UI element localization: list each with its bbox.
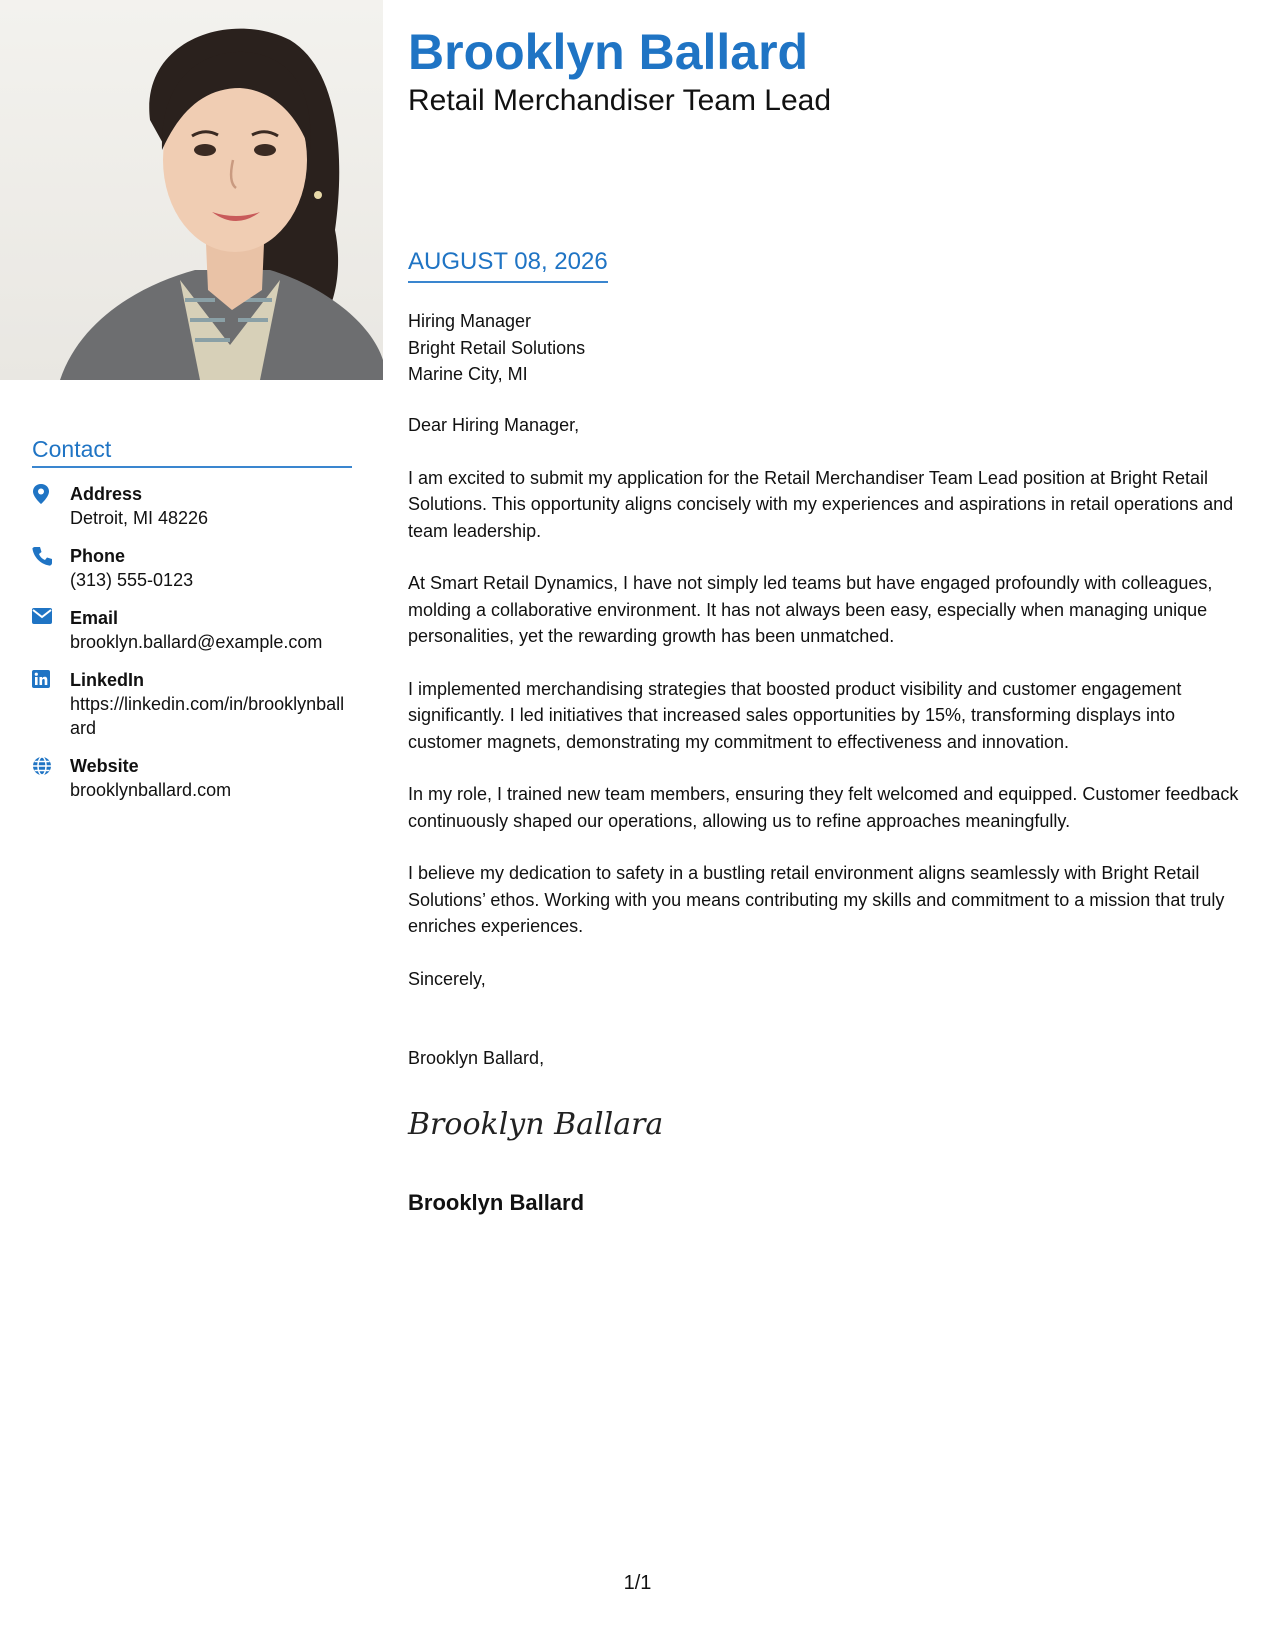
applicant-title: Retail Merchandiser Team Lead [408,84,832,117]
printed-name: Brooklyn Ballard [408,1190,585,1215]
closing: Sincerely, [408,968,486,989]
phone-icon [32,544,70,592]
page-number: 1/1 [623,1572,652,1594]
contact-label: Phone [70,546,126,566]
contact-section [32,436,352,816]
contact-label: Email [70,608,119,628]
contact-label: Address [70,484,143,504]
contact-value[interactable]: brooklynballard.com [70,780,232,800]
paragraph: I am excited to submit my application for the Retail Merchandiser Team Lead position at Bright Retail Solutions. This opportunity aligns concisely with my experiences and aspirations in retail operations and team leadership. [408,467,1234,541]
contact-website [32,754,352,802]
contact-label: LinkedIn [70,670,145,690]
recipient-name: Hiring Manager [408,311,532,331]
portrait-illustration [0,0,383,380]
signature-text: Brooklyn Ballara [408,1107,664,1142]
recipient-block [408,308,585,388]
letter-date: AUGUST 08, 2026 [408,248,608,283]
paragraph: In my role, I trained new team members, ensuring they felt welcomed and equipped. Customer feedback continuously shaped our operations, allowing us to refine approaches meaningfully. [408,784,1239,831]
letter-header [408,22,1253,120]
recipient-company: Bright Retail Solutions [408,337,586,358]
contact-value[interactable]: brooklyn.ballard@example.com [70,632,323,652]
contact-linkedin [32,668,352,740]
recipient-location: Marine City, MI [408,364,528,384]
contact-value[interactable]: https://linkedin.com/in/brooklynballard [70,694,345,738]
signature-image [406,1100,676,1148]
contact-heading: Contact [32,436,352,468]
paragraph: I implemented merchandising strategies that boosted product visibility and customer engagement significantly. I led initiatives that increased sales opportunities by 15%, transforming displays into customer magnets, demonstrating my commitment to effectiveness and innovation. [408,678,1182,752]
location-pin-icon [32,482,70,530]
envelope-icon [32,606,70,654]
contact-value: (313) 555-0123 [70,570,194,590]
contact-label: Website [70,756,139,776]
contact-address [32,482,352,530]
linkedin-icon [32,668,70,740]
signature [406,1100,676,1153]
profile-photo [0,0,383,380]
applicant-name: Brooklyn Ballard [408,24,809,80]
salutation: Dear Hiring Manager, [408,415,580,435]
letter-body [408,412,1253,1018]
contact-value: Detroit, MI 48226 [70,508,209,528]
paragraph: At Smart Retail Dynamics, I have not simply led teams but have engaged profoundly with colleagues, molding a collaborative environment. It has not always been easy, especially when managing unique personalities, yet the rewarding growth has been unmatched. [408,573,1213,646]
paragraph: I believe my dedication to safety in a bustling retail environment aligns seamlessly with Bright Retail Solutions’ ethos. Working with you means contributing my skills and commitment to a mission that truly enriches experiences. [408,863,1225,936]
globe-icon [32,754,70,802]
contact-email [32,606,352,654]
contact-phone [32,544,352,592]
closing-name: Brooklyn Ballard, [408,1048,545,1068]
